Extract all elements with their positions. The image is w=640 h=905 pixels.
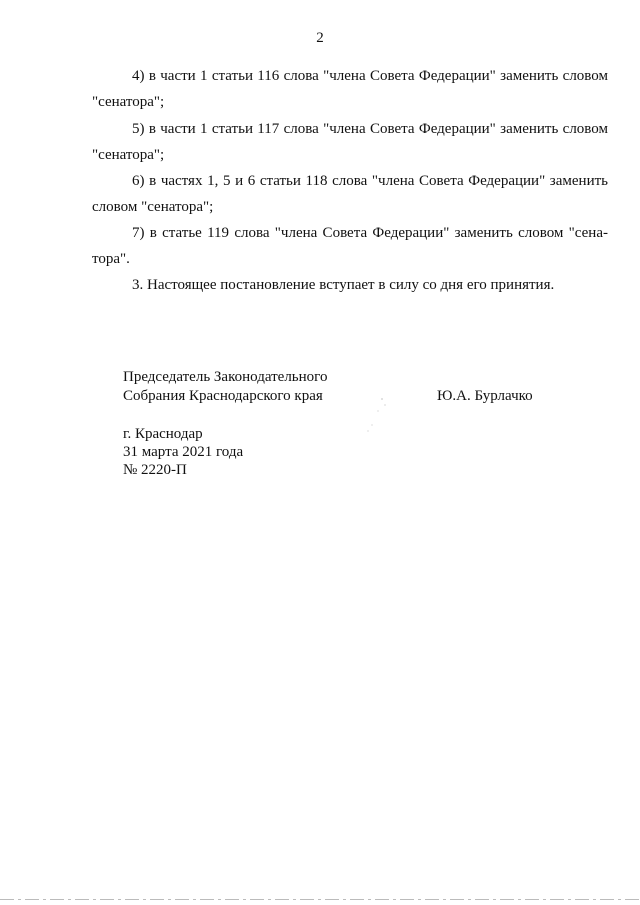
amendment-item-5 bbox=[92, 116, 608, 168]
amendment-item-7 bbox=[92, 220, 608, 272]
effective-date-text: 3. Настоящее постановление вступает в силу со дня его принятия. bbox=[132, 277, 555, 293]
amendment-item-4-line1: 4) в части 1 статьи 116 слова "члена Совета Федерации" заменить словом bbox=[132, 68, 608, 84]
amendment-item-4-line2: "сенатора"; bbox=[92, 94, 165, 110]
amendment-item-6-line2: словом "сенатора"; bbox=[92, 199, 214, 215]
signatory-title-line1: Председатель Законодательного bbox=[123, 369, 328, 385]
scan-bottom-edge bbox=[0, 898, 640, 901]
amendment-item-6-line1: 6) в частях 1, 5 и 6 статьи 118 слова "члена Совета Федерации" заменить bbox=[132, 173, 608, 189]
document-date: 31 марта 2021 года bbox=[123, 444, 244, 460]
signatory-name: Ю.А. Бурлачко bbox=[437, 388, 533, 404]
amendment-item-7-line1: 7) в статье 119 слова "члена Совета Федерации" заменить словом "сена- bbox=[132, 225, 608, 241]
amendment-item-6 bbox=[92, 168, 608, 220]
signatory-title-line2: Собрания Краснодарского края bbox=[123, 388, 323, 404]
effective-date-clause bbox=[92, 272, 608, 298]
place-date-number bbox=[123, 425, 243, 479]
amendment-item-5-line1: 5) в части 1 статьи 117 слова "члена Совета Федерации" заменить словом bbox=[132, 121, 608, 137]
city: г. Краснодар bbox=[123, 426, 203, 442]
page-number: 2 bbox=[316, 30, 324, 46]
amendment-item-5-line2: "сенатора"; bbox=[92, 147, 165, 163]
amendment-item-7-line2: тора". bbox=[92, 251, 130, 267]
signatory-title bbox=[123, 368, 327, 406]
document-number: № 2220-П bbox=[123, 462, 187, 478]
scan-specks bbox=[360, 395, 400, 435]
amendment-item-4 bbox=[92, 63, 608, 115]
